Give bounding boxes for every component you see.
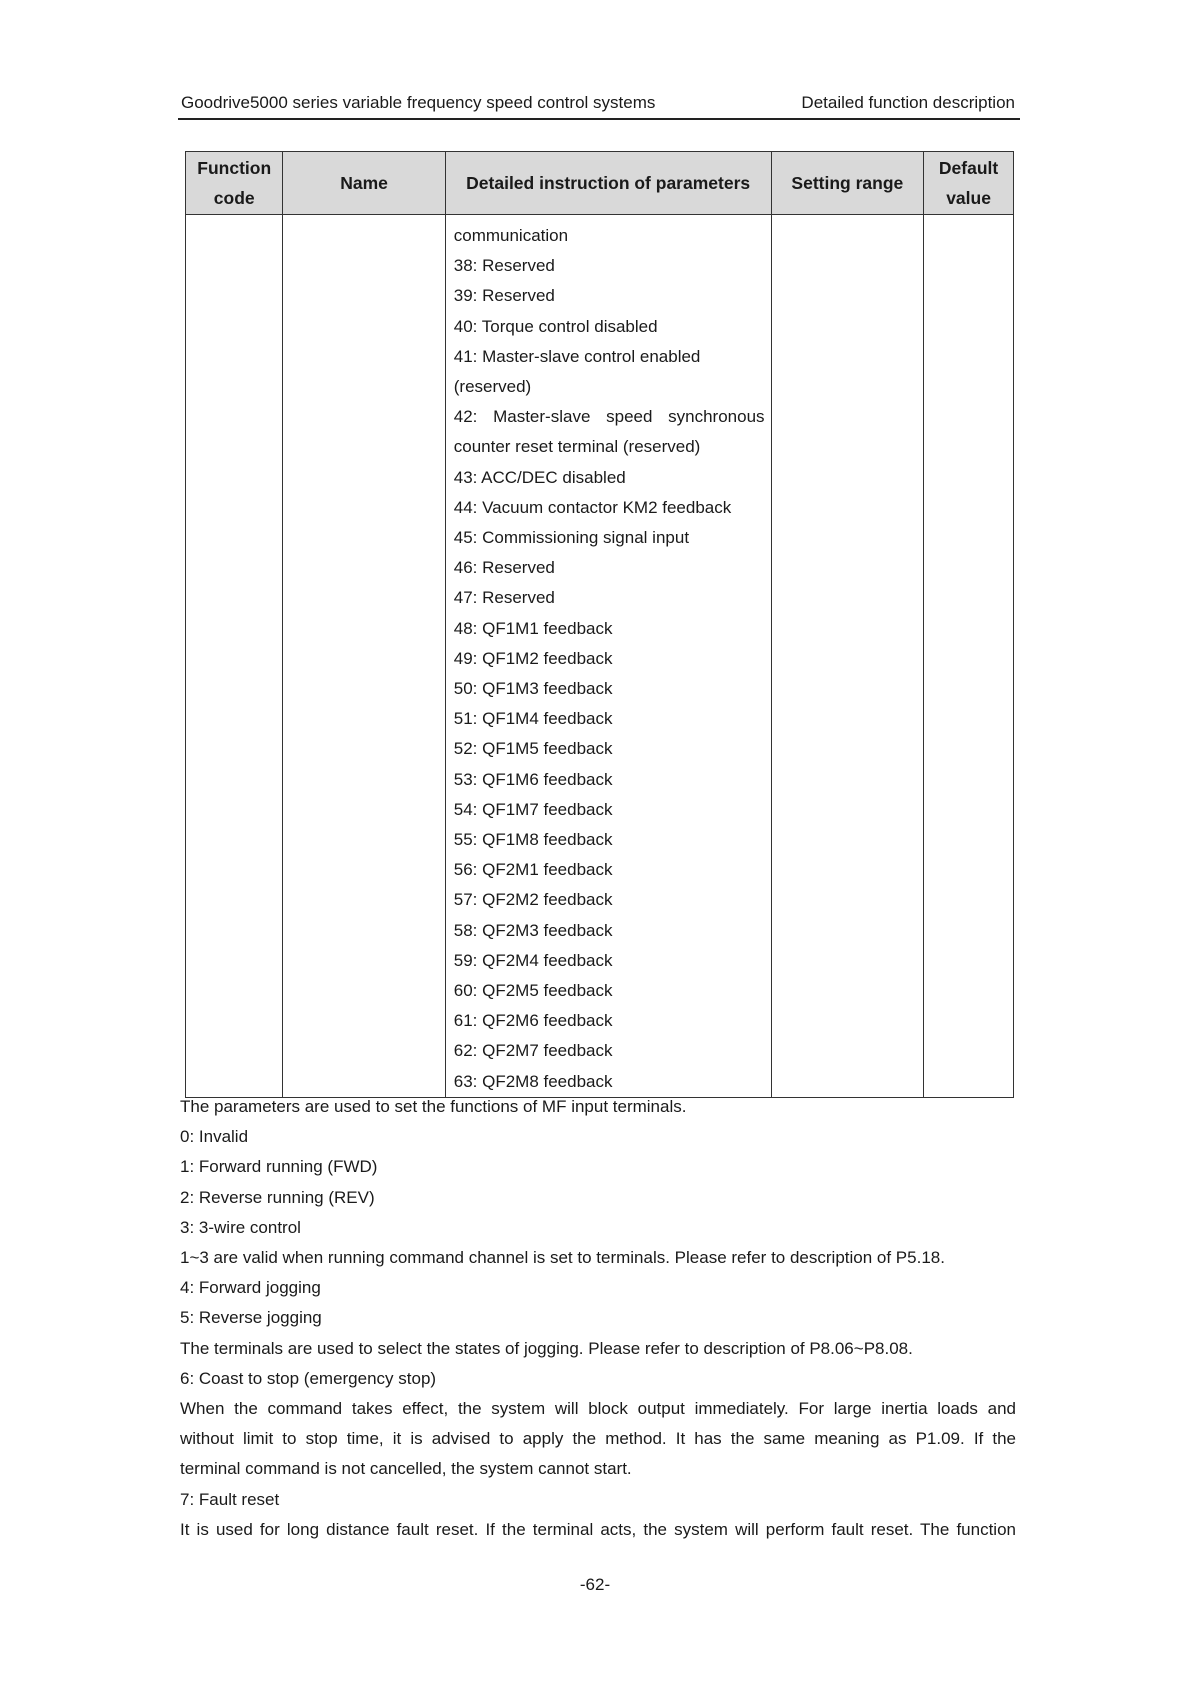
detail-line: 59: QF2M4 feedback — [453, 950, 613, 970]
detail-line: 58: QF2M3 feedback — [453, 920, 613, 940]
paragraph: 6: Coast to stop (emergency stop) — [180, 1368, 437, 1388]
column-header-setting-range: Setting range — [771, 152, 924, 215]
detail-line: 39: Reserved — [453, 286, 555, 306]
cell-function-code — [186, 215, 283, 1098]
paragraph: 0: Invalid — [180, 1127, 249, 1147]
detail-line: 40: Torque control disabled — [453, 316, 658, 336]
detail-line: 53: QF1M6 feedback — [453, 769, 613, 789]
paragraph: When the command takes effect, the system will block output immediately. For large inertia loads and — [180, 1399, 1016, 1419]
detail-line: 57: QF2M2 feedback — [453, 890, 613, 910]
column-header-name: Name — [283, 152, 445, 215]
detail-line: 55: QF1M8 feedback — [453, 830, 613, 850]
column-header-default-value: Default value — [924, 152, 1014, 215]
detail-line: 50: QF1M3 feedback — [453, 679, 613, 699]
detail-line: 51: QF1M4 feedback — [453, 709, 613, 729]
detail-line: 41: Master-slave control enabled — [453, 346, 701, 366]
paragraph: 1~3 are valid when running command channel is set to terminals. Please refer to description of P5.18. — [180, 1248, 945, 1268]
paragraph: The terminals are used to select the states of jogging. Please refer to description of P8.06~P8.08. — [180, 1338, 913, 1358]
detail-line: 47: Reserved — [453, 588, 555, 608]
page-number: -62- — [579, 1575, 611, 1594]
parameter-table — [185, 151, 1014, 1098]
cell-detail — [445, 215, 771, 1098]
column-header-function-code: Function code — [186, 152, 283, 215]
detail-line: counter reset terminal (reserved) — [453, 437, 701, 457]
detail-line: 45: Commissioning signal input — [453, 528, 690, 548]
detail-line: 60: QF2M5 feedback — [453, 981, 613, 1001]
detail-line: 38: Reserved — [453, 256, 555, 276]
page-header — [178, 92, 1020, 120]
cell-setting-range — [771, 215, 924, 1098]
paragraph: The parameters are used to set the functions of MF input terminals. — [180, 1097, 687, 1116]
cell-default-value — [924, 215, 1014, 1098]
paragraph: 2: Reverse running (REV) — [180, 1187, 375, 1207]
detail-line: 43: ACC/DEC disabled — [453, 467, 626, 487]
detail-line: 44: Vacuum contactor KM2 feedback — [453, 497, 732, 517]
paragraph: terminal command is not cancelled, the system cannot start. — [180, 1459, 632, 1479]
header-section-title: Detailed function description — [801, 93, 1015, 112]
detail-line: communication — [453, 226, 569, 245]
detail-line: 54: QF1M7 feedback — [453, 799, 613, 819]
detail-line: 63: QF2M8 feedback — [453, 1071, 613, 1091]
cell-name — [283, 215, 445, 1098]
table-row — [186, 215, 1014, 1098]
detail-line: 46: Reserved — [453, 558, 555, 578]
description-text — [180, 1092, 1016, 1545]
paragraph: 4: Forward jogging — [180, 1278, 321, 1298]
detail-line: 48: QF1M1 feedback — [453, 618, 613, 638]
detail-line: 42: Master-slave speed synchronous — [453, 407, 765, 427]
detail-line: 56: QF2M1 feedback — [453, 860, 613, 880]
header-document-title: Goodrive5000 series variable frequency speed control systems — [181, 93, 656, 112]
detail-line: 52: QF1M5 feedback — [453, 739, 613, 759]
column-header-detail: Detailed instruction of parameters — [445, 152, 771, 215]
detail-line: (reserved) — [453, 377, 532, 397]
paragraph: 7: Fault reset — [180, 1489, 280, 1509]
detail-line: 49: QF1M2 feedback — [453, 648, 613, 668]
paragraph: 1: Forward running (FWD) — [180, 1157, 378, 1177]
detail-line: 61: QF2M6 feedback — [453, 1011, 613, 1031]
table-header-row — [186, 152, 1014, 215]
detail-line: 62: QF2M7 feedback — [453, 1041, 613, 1061]
paragraph: without limit to stop time, it is advised to apply the method. It has the same meaning as P1.09. If the — [180, 1429, 1016, 1449]
paragraph: 5: Reverse jogging — [180, 1308, 322, 1328]
paragraph: 3: 3-wire control — [180, 1217, 301, 1237]
paragraph: It is used for long distance fault reset. If the terminal acts, the system will perform fault reset. The function — [180, 1519, 1016, 1539]
